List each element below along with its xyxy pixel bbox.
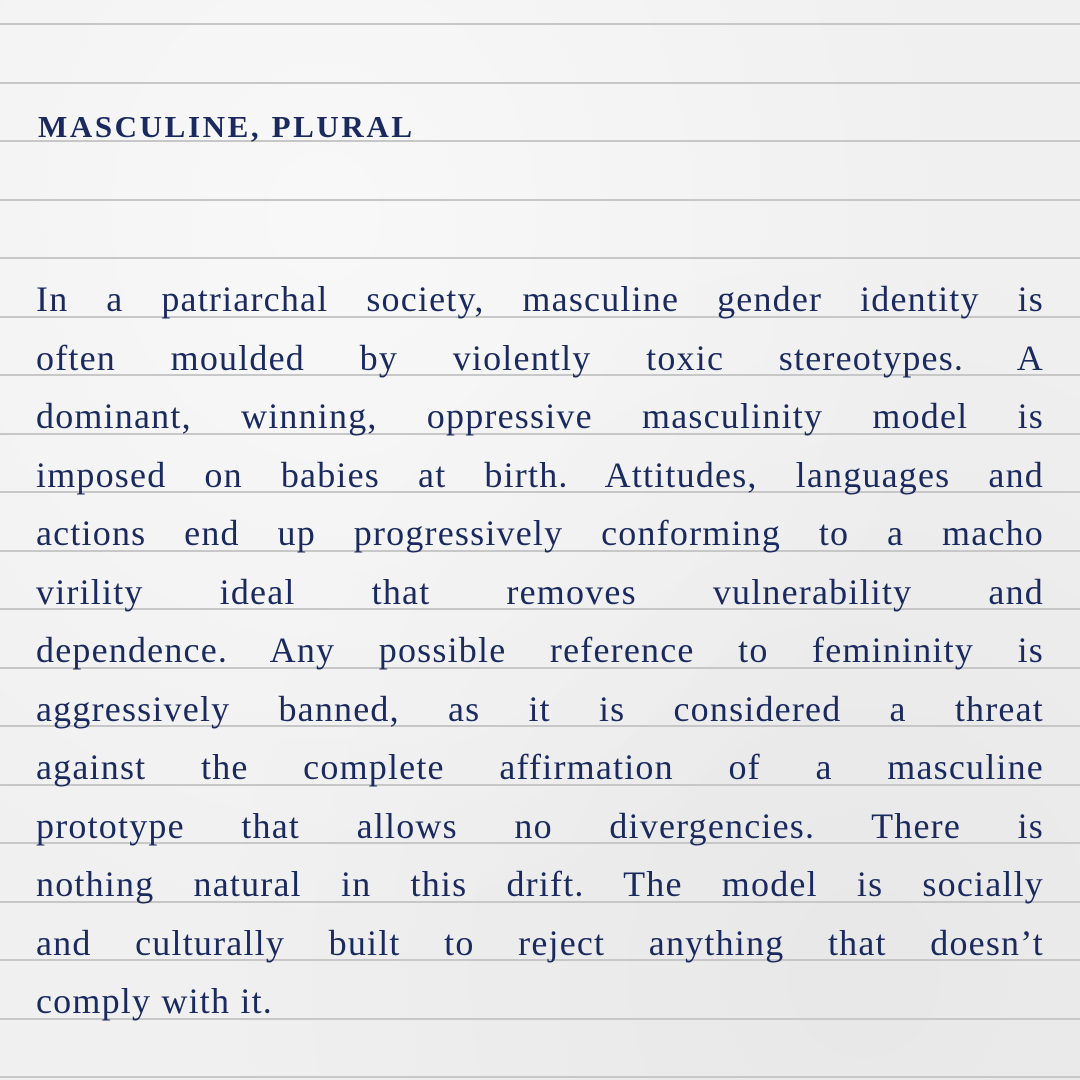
ruled-line [0, 82, 1080, 84]
text-line: dominant, winning, oppressive masculinity model is [36, 396, 1044, 436]
ruled-line [0, 1076, 1080, 1078]
text-line: In a patriarchal society, masculine gender identity is [36, 279, 1044, 319]
text-line: often moulded by violently toxic stereotypes. A [36, 337, 1044, 378]
text-line: against the complete affirmation of a masculine [36, 747, 1044, 787]
text-line: comply with it. [36, 981, 273, 1021]
ruled-line [0, 199, 1080, 201]
page-title: MASCULINE, PLURAL [38, 109, 415, 144]
ruled-line [0, 257, 1080, 259]
text-line: nothing natural in this drift. The model is socially [36, 864, 1044, 904]
text-line: imposed on babies at birth. Attitudes, languages and [36, 454, 1044, 495]
text-line: and culturally built to reject anything that doesn’t [36, 922, 1044, 963]
text-line: prototype that allows no divergencies. There is [36, 805, 1044, 846]
text-line: aggressively banned, as it is considered a threat [36, 688, 1044, 729]
text-line: actions end up progressively conforming to a macho [36, 513, 1044, 553]
text-line: dependence. Any possible reference to femininity is [36, 630, 1044, 670]
text-line: virility ideal that removes vulnerability and [36, 571, 1044, 612]
body-paragraph [36, 270, 1044, 1031]
ruled-line [0, 23, 1080, 25]
